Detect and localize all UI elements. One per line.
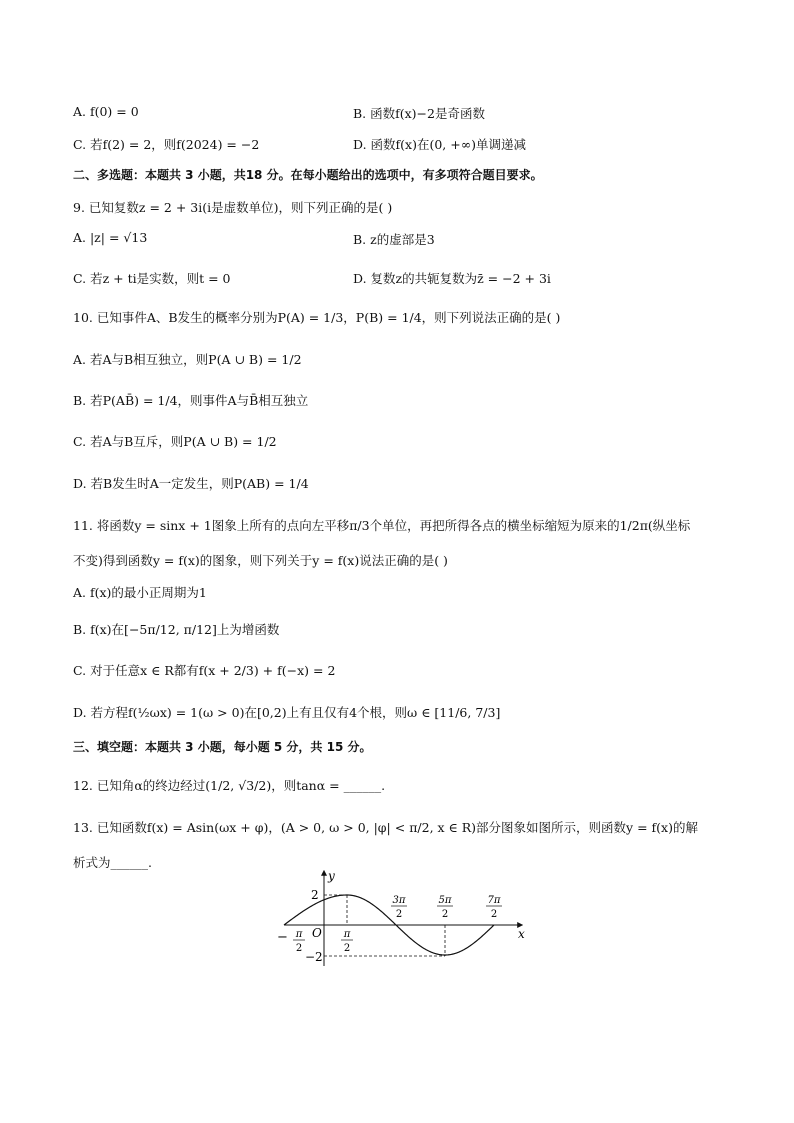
q9-option-d: D. 复数z的共轭复数为z̄ = −2 + 3i <box>353 271 551 286</box>
q11-option-c: C. 对于任意x ∈ R都有f(x + 2/3) + f(−x) = 2 <box>73 663 336 678</box>
q11-option-b: B. f(x)在[−5π/12, π/12]上为增函数 <box>73 622 280 637</box>
q12-stem: 12. 已知角α的终边经过(1/2, √3/2)，则tanα = ______. <box>73 778 386 793</box>
q9-stem: 9. 已知复数z = 2 + 3i(i是虚数单位)，则下列正确的是( ) <box>73 200 393 215</box>
section-3-heading: 三、填空题：本题共 3 小题，每小题 5 分，共 15 分。 <box>73 740 372 754</box>
tick-5pi-half-num: 5π <box>438 895 452 906</box>
q10-option-b: B. 若P(AB̄) = 1/4，则事件A与B̄相互独立 <box>73 393 309 408</box>
y-axis-label: y <box>328 869 335 883</box>
sine-graph <box>270 868 540 968</box>
q11-option-d: D. 若方程f(½ωx) = 1(ω > 0)在[0,2)上有且仅有4个根，则ω ∈ [11/6, 7/3] <box>73 705 501 720</box>
tick-7pi-half-den: 2 <box>490 909 498 920</box>
origin-label: O <box>312 926 322 940</box>
q9-option-a: A. |z| = √13 <box>73 230 148 245</box>
q11-option-a: A. f(x)的最小正周期为1 <box>73 585 207 600</box>
q8-option-a: A. f(0) = 0 <box>73 104 139 119</box>
q10-option-d: D. 若B发生时A一定发生，则P(AB) = 1/4 <box>73 476 309 491</box>
q8-option-d: D. 函数f(x)在(0, +∞)单调递减 <box>353 137 526 152</box>
tick-5pi-half-den: 2 <box>441 909 449 920</box>
section-2-heading: 二、多选题：本题共 3 小题，共18 分。在每小题给出的选项中，有多项符合题目要求。 <box>73 168 543 182</box>
tick-neg-pi-half-num: π <box>295 929 303 940</box>
q11-stem-line-2: 不变)得到函数y = f(x)的图象，则下列关于y = f(x)说法正确的是( ) <box>73 553 448 568</box>
tick-neg-pi-half-den: 2 <box>295 943 303 954</box>
tick-3pi-half-num: 3π <box>392 895 406 906</box>
neg-sign: − <box>277 930 288 945</box>
q9-option-b: B. z的虚部是3 <box>353 232 435 247</box>
x-axis-label: x <box>518 927 525 941</box>
q8-option-b: B. 函数f(x)−2是奇函数 <box>353 106 485 121</box>
y-max-label: 2 <box>311 888 319 902</box>
tick-pi-half-den: 2 <box>343 943 351 954</box>
q10-option-c: C. 若A与B互斥，则P(A ∪ B) = 1/2 <box>73 434 277 449</box>
tick-pi-half-num: π <box>343 929 351 940</box>
q10-stem: 10. 已知事件A、B发生的概率分别为P(A) = 1/3，P(B) = 1/4，则下列说法正确的是( ) <box>73 310 561 325</box>
y-min-label: −2 <box>305 950 323 964</box>
q13-stem-line-1: 13. 已知函数f(x) = Asin(ωx + φ)，(A > 0, ω > 0, |φ| < π/2, x ∈ R)部分图象如图所示，则函数y = f(x)的解 <box>73 820 698 835</box>
tick-3pi-half-den: 2 <box>395 909 403 920</box>
q8-option-c: C. 若f(2) = 2，则f(2024) = −2 <box>73 137 260 152</box>
tick-7pi-half-num: 7π <box>487 895 501 906</box>
q10-option-a: A. 若A与B相互独立，则P(A ∪ B) = 1/2 <box>73 352 302 367</box>
q11-stem-line-1: 11. 将函数y = sinx + 1图象上所有的点向左平移π/3个单位，再把所得各点的横坐标缩短为原来的1/2π(纵坐标 <box>73 518 691 533</box>
q9-option-c: C. 若z + ti是实数，则t = 0 <box>73 271 231 286</box>
q13-stem-line-2: 析式为______. <box>73 855 152 870</box>
